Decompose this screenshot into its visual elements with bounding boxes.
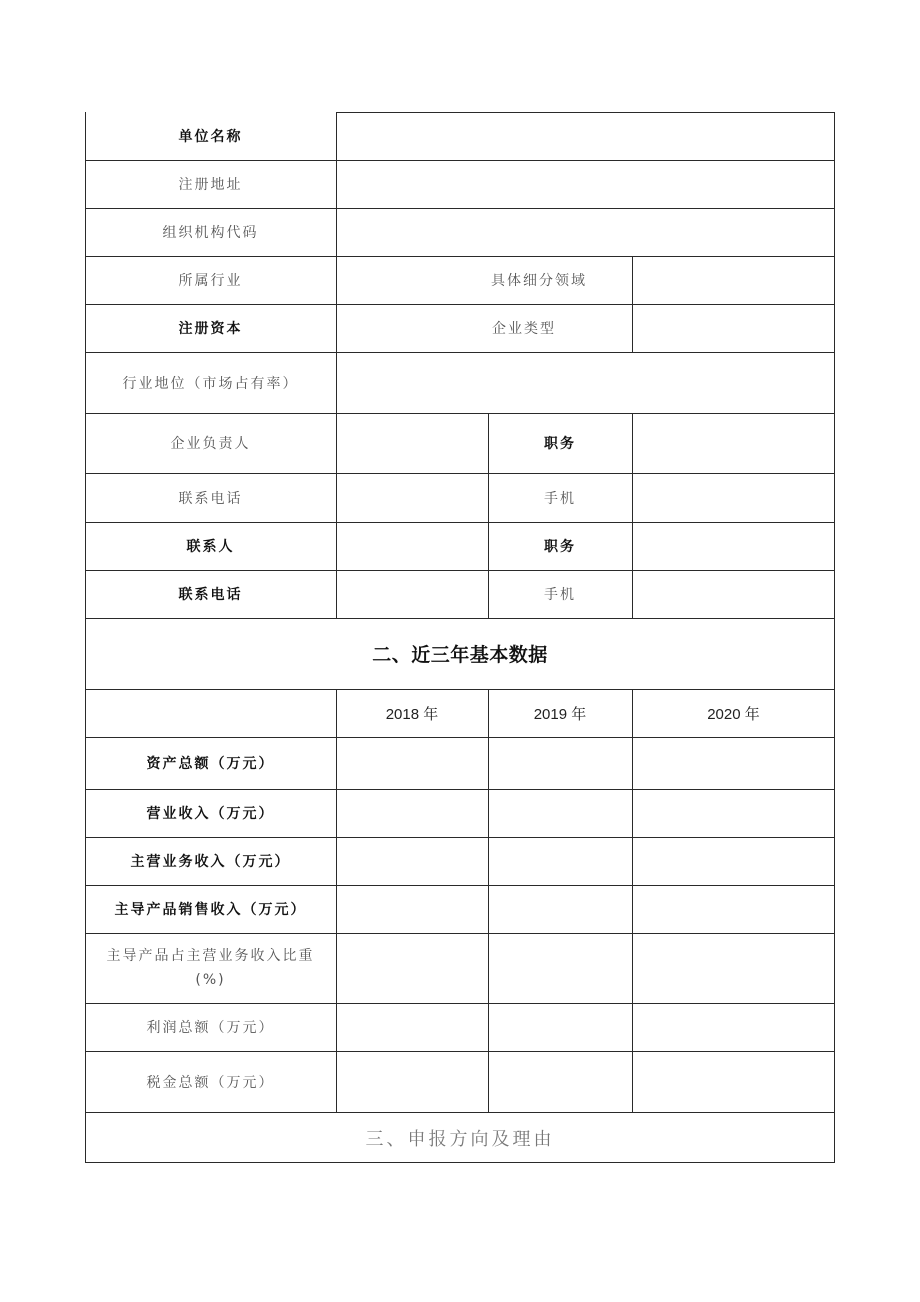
col-divider xyxy=(336,112,337,618)
data-row-label: 营业收入（万元） xyxy=(146,806,275,822)
border-top xyxy=(336,112,835,113)
row-divider xyxy=(85,789,835,790)
data-row-label: 资产总额（万元） xyxy=(146,756,275,772)
row-divider xyxy=(85,1112,835,1113)
row-divider xyxy=(85,256,835,257)
row-divider xyxy=(85,1003,835,1004)
leader-phone-field[interactable] xyxy=(336,473,488,522)
col-divider xyxy=(488,413,489,618)
col-divider xyxy=(488,689,489,1112)
reg-address-field[interactable] xyxy=(336,160,835,208)
leader-mobile-field[interactable] xyxy=(632,473,835,522)
leader-phone-label: 联系电话 xyxy=(178,490,243,507)
border-left xyxy=(85,112,86,1163)
leader-field[interactable] xyxy=(336,413,488,473)
row-divider xyxy=(85,208,835,209)
row-divider xyxy=(85,413,835,414)
row-divider xyxy=(85,473,835,474)
contact-field[interactable] xyxy=(336,522,488,570)
border-right xyxy=(834,112,835,1163)
col-divider xyxy=(632,413,633,618)
year-2018-header: 2018 年 xyxy=(385,705,439,723)
row-divider xyxy=(85,933,835,934)
data-row-label: 主导产品占主营业务收入比重(%) xyxy=(106,948,315,988)
row-divider xyxy=(85,737,835,738)
data-row-label: 利润总额（万元） xyxy=(146,1020,275,1036)
industry-label: 所属行业 xyxy=(178,273,243,289)
row-divider xyxy=(85,304,835,305)
contact-phone-field[interactable] xyxy=(336,570,488,618)
data-row-label: 税金总额（万元） xyxy=(146,1074,275,1091)
sub-field-label: 具体细分领域 xyxy=(491,273,587,289)
data-cell[interactable] xyxy=(336,737,835,1112)
leader-label: 企业负责人 xyxy=(170,436,251,452)
row-divider xyxy=(85,522,835,523)
data-row-label: 主营业务收入（万元） xyxy=(130,854,291,870)
leader-title-field[interactable] xyxy=(632,413,835,473)
company-type-field[interactable] xyxy=(632,304,835,352)
year-2019-header: 2019 年 xyxy=(533,705,587,723)
row-divider xyxy=(85,618,835,619)
row-divider xyxy=(85,352,835,353)
contact-phone-label: 联系电话 xyxy=(178,587,243,603)
row-divider xyxy=(85,1051,835,1052)
contact-mobile-field[interactable] xyxy=(632,570,835,618)
col-divider xyxy=(336,689,337,1112)
org-code-field[interactable] xyxy=(336,208,835,256)
section2-title: 二、近三年基本数据 xyxy=(372,644,548,666)
year-2020-header: 2020 年 xyxy=(707,705,760,723)
leader-title-label: 职务 xyxy=(544,436,576,452)
contact-mobile-label: 手机 xyxy=(544,587,576,603)
data-row-label: 主导产品销售收入（万元） xyxy=(114,902,307,918)
row-divider xyxy=(85,570,835,571)
industry-position-label: 行业地位（市场占有率） xyxy=(122,375,299,392)
contact-title-label: 职务 xyxy=(544,539,576,555)
row-divider xyxy=(85,160,835,161)
col-divider xyxy=(632,689,633,1112)
leader-mobile-label: 手机 xyxy=(544,490,576,507)
reg-capital-label: 注册资本 xyxy=(178,321,243,337)
company-type-label: 企业类型 xyxy=(492,321,556,337)
sub-field-field[interactable] xyxy=(632,256,835,304)
row-divider xyxy=(85,689,835,690)
contact-label: 联系人 xyxy=(186,539,235,555)
section3-title: 三、申报方向及理由 xyxy=(365,1128,555,1150)
row-divider xyxy=(85,837,835,838)
org-code-label: 组织机构代码 xyxy=(162,225,259,241)
contact-title-field[interactable] xyxy=(632,522,835,570)
border-bottom xyxy=(85,1162,835,1163)
unit-name-field[interactable] xyxy=(336,112,835,160)
application-form xyxy=(85,112,835,1163)
reg-address-label: 注册地址 xyxy=(178,177,243,193)
row-divider xyxy=(85,885,835,886)
industry-position-field[interactable] xyxy=(336,352,835,413)
unit-name-label: 单位名称 xyxy=(178,129,243,145)
col-divider xyxy=(632,256,633,352)
